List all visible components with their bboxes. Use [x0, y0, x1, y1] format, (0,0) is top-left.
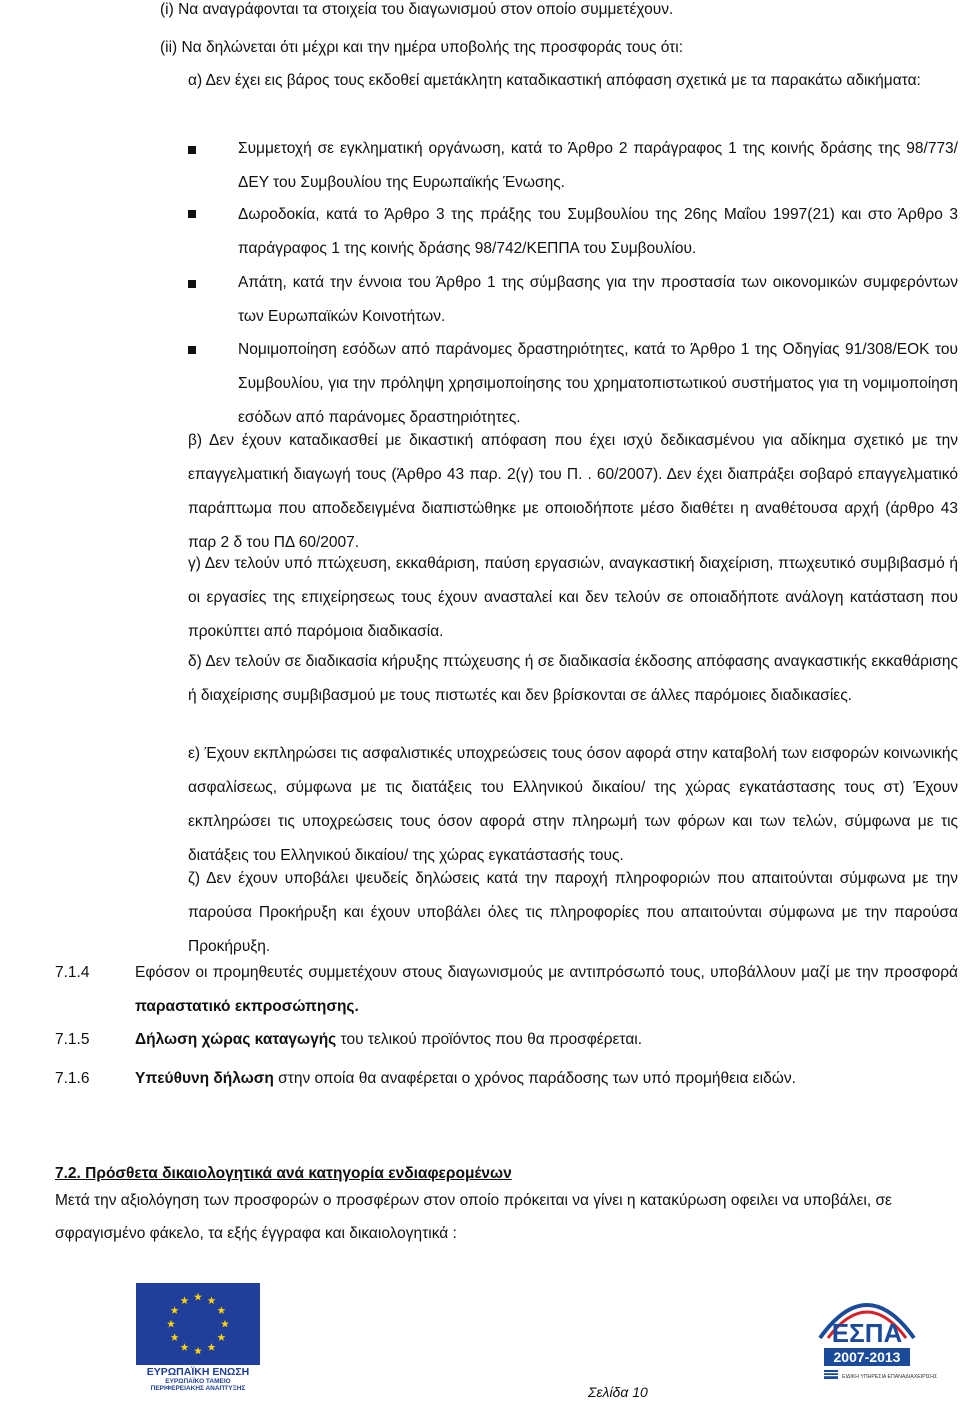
section-716-text: Υπεύθυνη δήλωση στην οποία θα αναφέρεται ο χρόνος παράδοσης των υπό προμήθεια ειδών. — [135, 1070, 796, 1087]
offence-item-3: Απάτη, κατά την έννοια του Άρθρο 1 της σύμβασης για την προστασία των οικονομικών συμφερόντων των Ευρωπαϊκών Κοινοτήτων. — [238, 274, 958, 325]
bullet-square-icon — [188, 280, 196, 288]
section-716-bold: Υπεύθυνη δήλωση — [135, 1070, 274, 1087]
bullet-square-icon — [188, 346, 196, 354]
eu-logo-line2: ΕΥΡΩΠΑΪΚΟ ΤΑΜΕΙΟ — [165, 1378, 231, 1385]
section-715-bold: Δήλωση χώρας καταγωγής — [135, 1031, 337, 1048]
section-714-text: Εφόσον οι προμηθευτές συμμετέχουν στους διαγωνισμούς με αντιπρόσωπό τους, υποβάλλουν μαζί με την προσφορά παραστατικό εκπροσώπησης. — [135, 964, 958, 1015]
section-number-716: 7.1.6 — [55, 1070, 90, 1087]
section-714-bold: παραστατικό εκπροσώπησης. — [135, 998, 359, 1015]
eu-flag-icon — [112, 1281, 284, 1391]
offence-item-1: Συμμετοχή σε εγκληματική οργάνωση, κατά το Άρθρο 2 παράγραφος 1 της κοινής δράσης της 98/773/ΔΕΥ του Συμβουλίου της Ευρωπαϊκής Ένωσης. — [238, 140, 958, 191]
paragraph-b: β) Δεν έχουν καταδικασθεί με δικαστική απόφαση που έχει ισχύ δεδικασμένου για αδίκημα σχετικό με την επαγγελματική διαγωγή τους (Άρθρο 43 παρ. 2(γ) του Π. . 60/2007). Δεν έχει διαπράξει σοβαρό επαγγελματικό παράπτωμα που αποδεδειγμένα διαπιστώθηκε με οποιοδήποτε μέσο διαθέτει η αναθέτουσα αρχή (άρθρο 43 παρ 2 δ του ΠΔ 60/2007. — [188, 432, 958, 551]
section-number-715: 7.1.5 — [55, 1031, 90, 1048]
section-715-text: Δήλωση χώρας καταγωγής του τελικού προϊόντος που θα προσφέρεται. — [135, 1031, 643, 1048]
bullet-square-icon — [188, 146, 196, 154]
eu-logo-line3: ΠΕΡΙΦΕΡΕΙΑΚΗΣ ΑΝΑΠΤΥΞΗΣ — [150, 1385, 246, 1392]
eu-logo — [112, 1281, 284, 1391]
paragraph-z: ζ) Δεν έχουν υποβάλει ψευδείς δηλώσεις κατά την παροχή πληροφοριών που απαιτούνται σύμφωνα με την παρούσα Προκήρυξη και έχουν υποβάλει όλες τις πληροφορίες που απαιτούνται σύμφωνα με την παρούσα Προκήρυξη. — [188, 870, 958, 955]
paragraph-a-intro: α) Δεν έχει εις βάρος τους εκδοθεί αμετάκλητη καταδικαστική απόφαση σχετικά με τα παρακάτω αδικήματα: — [188, 72, 921, 89]
espa-logo — [808, 1280, 938, 1384]
espa-subtitle: ΕΙΔΙΚΗ ΥΠΗΡΕΣΙΑ ΕΠΑΝΑΔΙΑΧΕΙΡΙΣΗΣ — [842, 1374, 938, 1380]
page-number: Σελίδα 10 — [588, 1384, 648, 1400]
espa-title: ΕΣΠΑ — [831, 1318, 903, 1348]
section-72-body: Μετά την αξιολόγηση των προσφορών ο προσφέρων στον οποίο πρόκειται να γίνει η κατακύρωση οφειλει να υποβάλει, σε σφραγισμένο φάκελο, τα εξής έγγραφα και δικαιολογητικά : — [55, 1192, 892, 1242]
criteria-line-ii: (ii) Να δηλώνεται ότι μέχρι και την ημέρα υποβολής της προσφοράς τους ότι: — [160, 39, 684, 56]
section-72-heading: 7.2. Πρόσθετα δικαιολογητικά ανά κατηγορία ενδιαφερομένων — [55, 1165, 512, 1182]
offence-item-4: Νομιμοποίηση εσόδων από παράνομες δραστηριότητες, κατά το Άρθρο 1 της Οδηγίας 91/308/ΕΟΚ του Συμβουλίου, για την πρόληψη χρησιμοποίησης του χρηματοπιστωτικού συστήματος για τη νομιμοποίηση εσόδων από παράνομες δραστηριότητες. — [238, 341, 958, 426]
paragraph-d: δ) Δεν τελούν σε διαδικασία κήρυξης πτώχευσης ή σε διαδικασία έκδοσης απόφασης αναγκαστικής εκκαθάρισης ή διαχείρισης συμβιβασμού με τους πιστωτές και δεν βρίσκονται σε άλλες παρόμοιες διαδικασίες. — [188, 653, 958, 704]
criteria-line-i: (i) Να αναγράφονται τα στοιχεία του διαγωνισμού στον οποίο συμμετέχουν. — [160, 1, 674, 18]
section-number-714: 7.1.4 — [55, 964, 90, 981]
espa-emblem-icon — [808, 1280, 938, 1384]
bullet-square-icon — [188, 210, 196, 218]
offence-item-2: Δωροδοκία, κατά το Άρθρο 3 της πράξης του Συμβουλίου της 26ης Μαΐου 1997(21) και στο Άρθρο 3 παράγραφος 1 της κοινής δράσης 98/742/ΚΕΠΠΑ του Συμβουλίου. — [238, 206, 958, 257]
espa-years: 2007-2013 — [833, 1349, 901, 1365]
paragraph-c: γ) Δεν τελούν υπό πτώχευση, εκκαθάριση, παύση εργασιών, αναγκαστική διαχείριση, πτωχευτικό συμβιβασμό ή οι εργασίες της επιχείρησεως τους έχουν ανασταλεί και δεν τελούν σε οποιαδήποτε ανάλογη κατάσταση που προκύπτει από παρόμοια διαδικασία. — [188, 555, 958, 640]
paragraph-e: ε) Έχουν εκπληρώσει τις ασφαλιστικές υποχρεώσεις τους όσον αφορά στην καταβολή των εισφορών κοινωνικής ασφαλίσεως, σύμφωνα με τις διατάξεις του Ελληνικού δικαίου/ της χώρας εγκατάστασης τους στ) Έχουν εκπληρώσει τις υποχρεώσεις τους όσον αφορά στην πληρωμή των φόρων και των τελών, σύμφωνα με τις διατάξεις του Ελληνικού δικαίου/ της χώρας εγκατάστασής τους. — [188, 745, 958, 864]
eu-logo-line1: ΕΥΡΩΠΑΪΚΗ ΕΝΩΣΗ — [146, 1366, 250, 1378]
